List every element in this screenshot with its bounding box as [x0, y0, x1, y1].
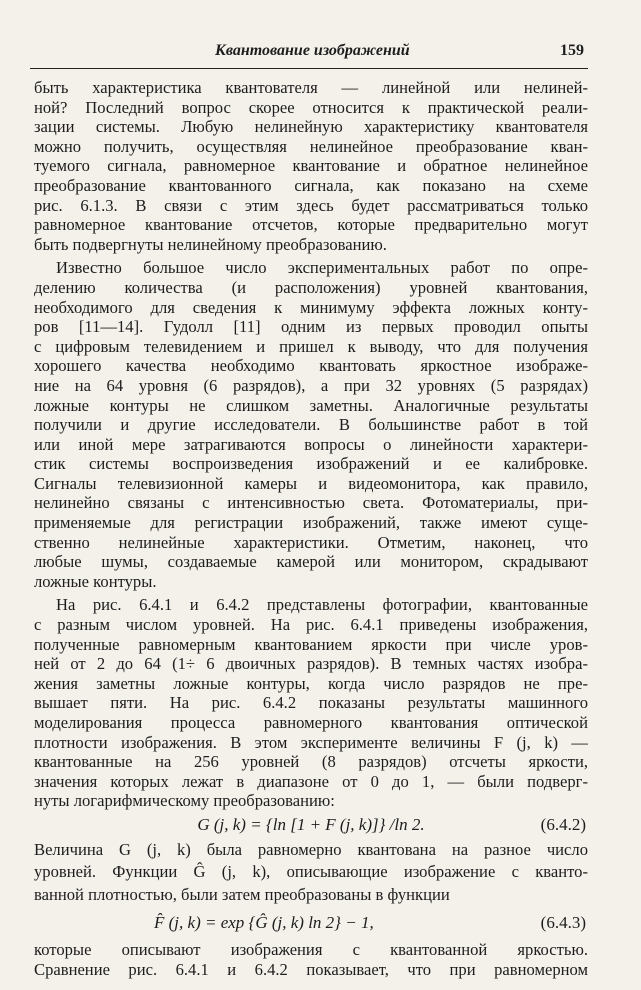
text-line: преобразование квантованного сигнала, как показано на схеме [34, 175, 588, 195]
text-line: ственно нелинейные характеристики. Отметим, наконец, что [34, 532, 588, 552]
text-line: нелинейно связаны с интенсивностью света. Фотоматериалы, при- [34, 493, 588, 513]
text-line: ванной плотностью, были затем преобразованы в функции [34, 884, 450, 904]
formula-expression: G (j, k) = {ln [1 + F (j, k)]} /ln 2. [197, 814, 425, 834]
text-line: применяемые для регистрации изображений, также имеют суще- [34, 513, 588, 533]
text-line: равномерное квантование отсчетов, которые предварительно могут [34, 215, 588, 235]
middle-text [34, 839, 588, 907]
paragraph [34, 78, 588, 254]
text-line: ной? Последний вопрос скорее относится к практической реали- [34, 97, 588, 117]
text-line: туемого сигнала, равномерное квантование и обратное нелинейное [34, 156, 588, 176]
text-line: полученные равномерным квантованием яркости при числе уров- [34, 634, 588, 654]
text-line: моделирования процесса равномерного квантования оптической [34, 713, 588, 732]
formula-6-4-2 [34, 811, 588, 839]
text-line: Известно большое число экспериментальных работ по опре- [56, 258, 588, 278]
text-line: нуты логарифмическому преобразованию: [34, 791, 335, 811]
text-line: ров [11—14]. Гудолл [11] одним из первых проводил опыты [34, 317, 588, 337]
text-line: зации системы. Любую нелинейную характеристику квантователя [34, 117, 588, 137]
text-line: можно получить, осуществляя нелинейное преобразование кван- [34, 136, 588, 156]
running-title: Квантование изображений [215, 42, 410, 59]
text-line: делению количества (и расположения) уровней квантования, [34, 277, 588, 297]
text-line: уровней. Функции Ĝ (j, k), описывающие изображение с кванто- [34, 862, 588, 882]
text-line: любые шумы, создаваемые камерой или монитором, скрадывают [34, 552, 588, 572]
text-line: ложные контуры. [34, 571, 157, 591]
text-line: или иной мере затрагиваются вопросы о линейности характери- [34, 434, 588, 454]
text-line: с разным числом уровней. На рис. 6.4.1 приведены изображения, [34, 615, 588, 635]
body-text [34, 78, 588, 980]
text-line: Сравнение рис. 6.4.1 и 6.4.2 показывает, что при равномерном [34, 960, 588, 980]
formula-number: (6.4.3) [540, 913, 586, 933]
formula-expression: F̂ (j, k) = exp {Ĝ (j, k) ln 2} − 1, [154, 913, 374, 933]
text-line: стик системы воспроизведения изображений и ее калибровке. [34, 454, 588, 474]
text-line: Величина G (j, k) была равномерно квантована на разное число [34, 839, 588, 859]
text-line: вышает пяти. На рис. 6.4.2 показаны результаты машинного [34, 693, 588, 713]
text-line: получили и другие исследователи. В большинстве работ в той [34, 415, 588, 435]
text-line: значения которых лежат в диапазоне от 0 до 1, — были подверг- [34, 771, 588, 791]
text-line: плотности изображения. В этом эксперименте величины F (j, k) — [34, 732, 588, 752]
text-line: быть характеристика квантователя — линейной или нелиней- [34, 78, 588, 97]
text-line: квантованные на 256 уровней (8 разрядов) отсчеты яркости, [34, 752, 588, 772]
text-line: ние на 64 уровня (6 разрядов), а при 32 уровнях (5 разрядах) [34, 375, 588, 395]
formula-6-4-3 [34, 906, 588, 940]
final-text [34, 940, 588, 979]
text-line: Сигналы телевизионной камеры и видеомонитора, как правило, [34, 473, 588, 493]
paragraph [34, 595, 588, 811]
paragraph [34, 258, 588, 591]
page-header [30, 40, 588, 69]
page-number: 159 [560, 42, 584, 59]
text-line: ней от 2 до 64 (1÷ 6 двоичных разрядов). В темных частях изобра- [34, 654, 588, 674]
text-line: быть подвергнуты нелинейному преобразованию. [34, 234, 387, 254]
text-line: хорошего качества необходимо квантовать яркостное изображе- [34, 356, 588, 376]
text-line: которые описывают изображения с квантованной яркостью. [34, 940, 588, 960]
text-line: необходимого для сведения к минимуму эффекта ложных конту- [34, 297, 588, 317]
text-line: На рис. 6.4.1 и 6.4.2 представлены фотографии, квантованные [56, 595, 588, 615]
text-line: рис. 6.1.3. В связи с этим здесь будет рассматриваться только [34, 195, 588, 215]
text-line: жения заметны ложные контуры, когда число разрядов не пре- [34, 673, 588, 693]
formula-number: (6.4.2) [540, 814, 586, 834]
text-line: ложные контуры не слишком заметны. Аналогичные результаты [34, 395, 588, 415]
text-line: с цифровым телевидением и пришел к выводу, что для получения [34, 336, 588, 356]
paragraphs [34, 78, 588, 811]
